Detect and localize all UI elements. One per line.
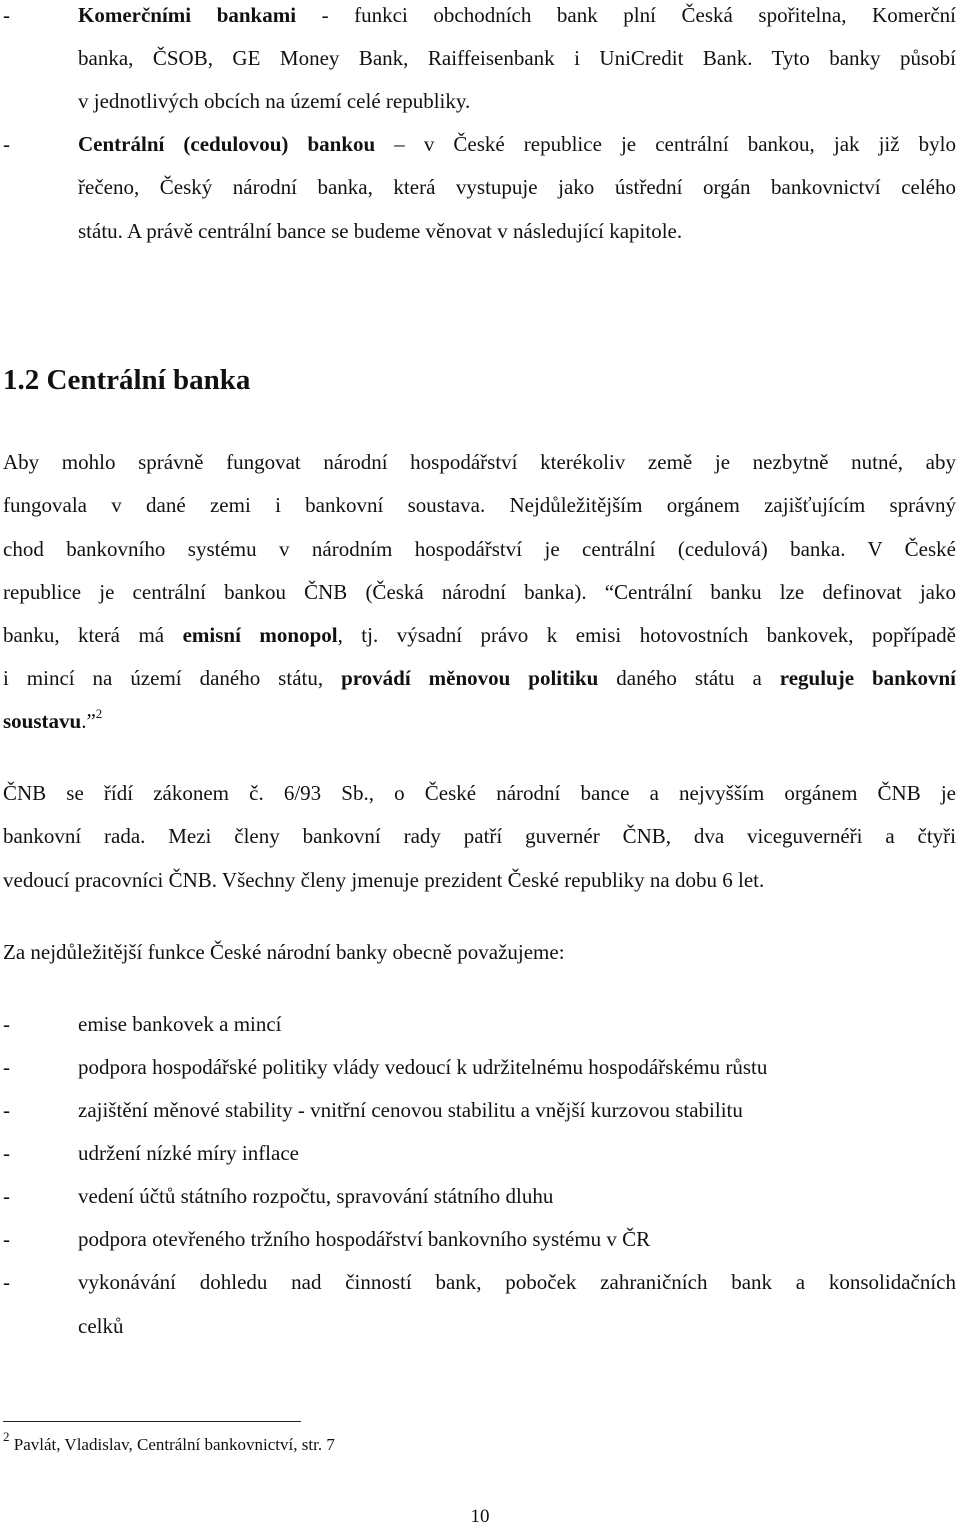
- list-dash: -: [3, 1055, 10, 1079]
- list-dash: -: [3, 1227, 10, 1251]
- bullet-line: řečeno, Český národní banka, která vystupuje jako ústřední orgán bankovnictví celého: [78, 175, 956, 199]
- list-dash: -: [3, 1141, 10, 1165]
- bold-term: Centrální (cedulovou) bankou: [78, 132, 376, 156]
- text-run: i mincí na území daného státu,: [3, 666, 342, 690]
- list-item: vykonávání dohledu nad činností bank, poboček zahraničních bank a konsolidačních: [78, 1270, 956, 1294]
- page-number: 10: [470, 1506, 490, 1527]
- bold-term: provádí měnovou politiku: [341, 666, 599, 690]
- paragraph-line: ČNB se řídí zákonem č. 6/93 Sb., o České národní bance a nejvyšším orgánem ČNB je: [3, 781, 956, 805]
- list-item-continuation: celků: [78, 1314, 124, 1338]
- text-run: daného státu a: [598, 666, 780, 690]
- bullet-text: – v České republice je centrální bankou, jak již bylo: [375, 132, 956, 156]
- bullet-line: [78, 130, 956, 158]
- list-item: podpora otevřeného tržního hospodářství bankovního systému v ČR: [78, 1227, 651, 1251]
- bold-term: Komerčními bankami: [78, 3, 297, 27]
- footnote-ref: 2: [95, 706, 103, 721]
- paragraph-line: bankovní rada. Mezi členy bankovní rady patří guvernér ČNB, dva viceguvernéři a čtyři: [3, 824, 956, 848]
- section-heading: 1.2 Centrální banka: [3, 364, 251, 396]
- list-item: podpora hospodářské politiky vlády vedoucí k udržitelnému hospodářskému růstu: [78, 1055, 768, 1079]
- list-item: emise bankovek a mincí: [78, 1012, 282, 1036]
- text-run: , tj. výsadní právo k emisi hotovostních bankovek, popřípadě: [337, 623, 956, 647]
- paragraph-line: Aby mohlo správně fungovat národní hospodářství kterékoliv země je nezbytně nutné, aby: [3, 450, 956, 474]
- list-dash: -: [3, 1270, 10, 1294]
- bold-term: soustavu: [3, 709, 82, 733]
- bullet-text: - funkci obchodních bank plní Česká spořitelna, Komerční: [296, 3, 956, 27]
- list-item: vedení účtů státního rozpočtu, spravování státního dluhu: [78, 1184, 554, 1208]
- text-run: banku, která má: [3, 623, 183, 647]
- paragraph-line: republice je centrální bankou ČNB (Česká národní banka). “Centrální banku lze definovat jako: [3, 580, 956, 604]
- bullet-line: v jednotlivých obcích na území celé republiky.: [78, 89, 471, 113]
- footnote-number: 2: [3, 1429, 10, 1445]
- bold-term: reguluje bankovní: [779, 666, 957, 690]
- list-item: udržení nízké míry inflace: [78, 1141, 299, 1165]
- bullet-line: [78, 1, 956, 29]
- footnote-separator: [3, 1421, 301, 1422]
- bullet-line: banka, ČSOB, GE Money Bank, Raiffeisenbank i UniCredit Bank. Tyto banky působí: [78, 46, 956, 70]
- text-run: .”: [81, 709, 96, 733]
- footnote-text: Pavlát, Vladislav, Centrální bankovnictví, str. 7: [9, 1435, 335, 1454]
- paragraph-line: chod bankovního systému v národním hospodářství je centrální (cedulová) banka. V České: [3, 537, 956, 561]
- paragraph-line: [3, 707, 102, 735]
- paragraph-line: vedoucí pracovníci ČNB. Všechny členy jmenuje prezident České republiky na dobu 6 let.: [3, 868, 765, 892]
- paragraph-line: [3, 621, 956, 649]
- paragraph-line: [3, 664, 956, 692]
- paragraph-line: fungovala v dané zemi i bankovní soustava. Nejdůležitějším orgánem zajišťujícím správný: [3, 493, 956, 517]
- bullet-dash: -: [3, 132, 10, 156]
- bullet-dash: -: [3, 3, 10, 27]
- list-dash: -: [3, 1012, 10, 1036]
- list-dash: -: [3, 1098, 10, 1122]
- list-dash: -: [3, 1184, 10, 1208]
- bold-term: emisní monopol: [182, 623, 338, 647]
- list-item: zajištění měnové stability - vnitřní cenovou stabilitu a vnější kurzovou stabilitu: [78, 1098, 743, 1122]
- bullet-line: státu. A právě centrální bance se budeme věnovat v následující kapitole.: [78, 219, 683, 243]
- paragraph-line: Za nejdůležitější funkce České národní banky obecně považujeme:: [3, 940, 565, 964]
- footnote: [3, 1429, 335, 1457]
